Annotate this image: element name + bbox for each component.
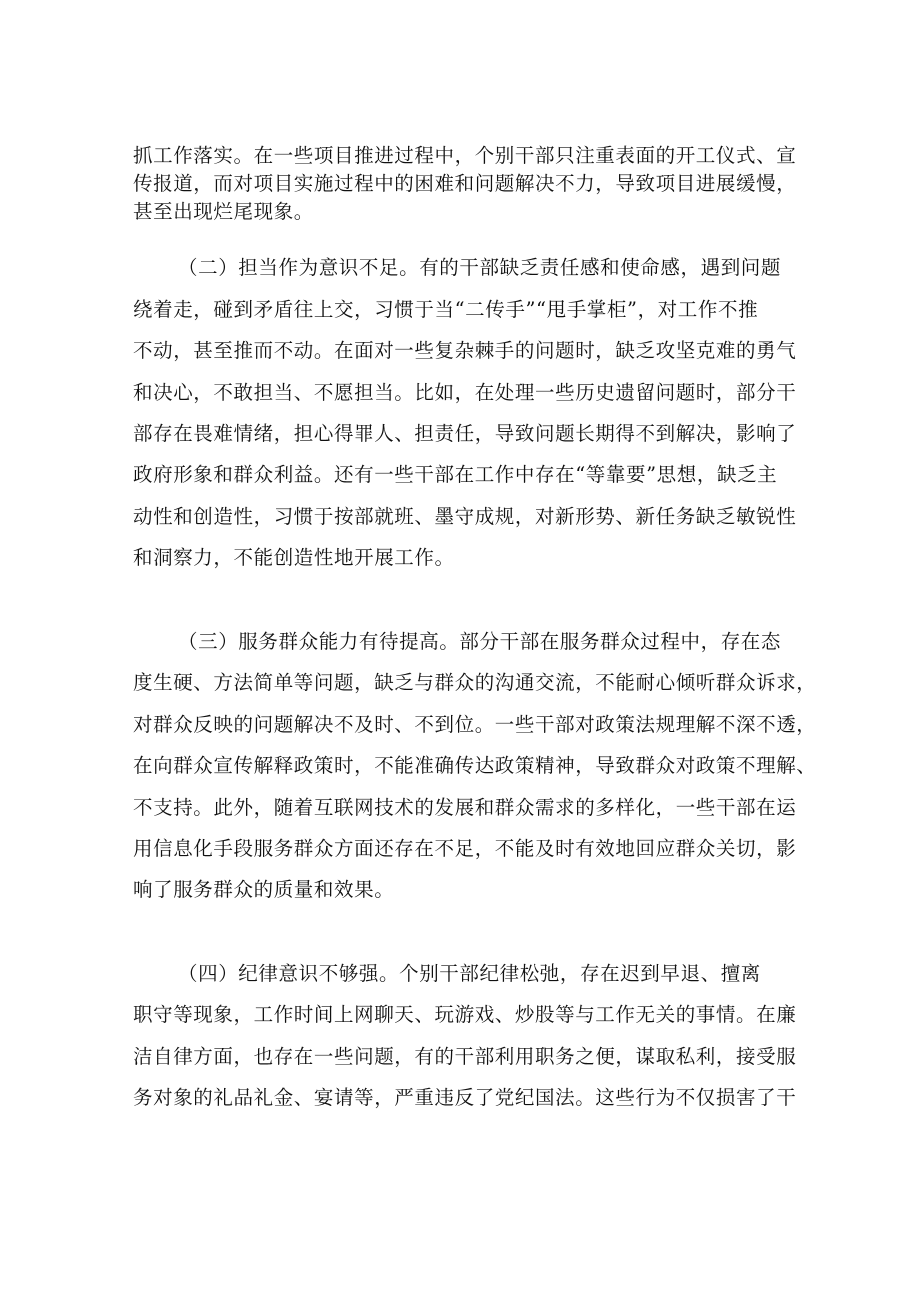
text-line: （三）服务群众能力有待提高。部分干部在服务群众过程中，存在态 — [178, 630, 782, 653]
text-line: （二）担当作为意识不足。有的干部缺乏责任感和使命感，遇到问题 — [178, 256, 782, 279]
text-line: 在向群众宣传解释政策时，不能准确传达政策精神，导致群众对政策不理解、 — [133, 754, 817, 777]
text-line: 不动，甚至推而不动。在面对一些复杂棘手的问题时，缺乏攻坚克难的勇气 — [133, 339, 797, 362]
text-line: 甚至出现烂尾现象。 — [133, 200, 314, 223]
text-line: （四）纪律意识不够强。个别干部纪律松弛，存在迟到早退、擅离 — [178, 962, 761, 985]
text-line: 响了服务群众的质量和效果。 — [133, 878, 395, 901]
text-line: 度生硬、方法简单等问题，缺乏与群众的沟通交流，不能耐心倾听群众诉求， — [133, 671, 817, 694]
text-line: 职守等现象，工作时间上网聊天、玩游戏、炒股等与工作无关的事情。在廉 — [133, 1003, 797, 1026]
text-line: 绕着走，碰到矛盾往上交，习惯于当“二传手”“甩手掌柜”，对工作不推 — [133, 298, 759, 321]
text-line: 和洞察力，不能创造性地开展工作。 — [133, 546, 455, 569]
text-line: 对群众反映的问题解决不及时、不到位。一些干部对政策法规理解不深不透， — [133, 713, 817, 736]
text-line: 抓工作落实。在一些项目推进过程中，个别干部只注重表面的开工仪式、宣 — [133, 144, 797, 167]
text-line: 洁自律方面，也存在一些问题，有的干部利用职务之便，谋取私利，接受服 — [133, 1045, 797, 1068]
text-line: 动性和创造性，习惯于按部就班、墨守成规，对新形势、新任务缺乏敏锐性 — [133, 505, 797, 528]
text-line: 政府形象和群众利益。还有一些干部在工作中存在“等靠要”思想，缺乏主 — [133, 463, 778, 486]
text-line: 传报道，而对项目实施过程中的困难和问题解决不力，导致项目进展缓慢， — [133, 172, 797, 195]
text-line: 部存在畏难情绪，担心得罪人、担责任，导致问题长期得不到解决，影响了 — [133, 422, 797, 445]
text-line: 务对象的礼品礼金、宴请等，严重违反了党纪国法。这些行为不仅损害了干 — [133, 1086, 797, 1109]
text-line: 用信息化手段服务群众方面还存在不足，不能及时有效地回应群众关切，影 — [133, 837, 797, 860]
text-line: 不支持。此外，随着互联网技术的发展和群众需求的多样化，一些干部在运 — [133, 796, 797, 819]
text-line: 和决心，不敢担当、不愿担当。比如，在处理一些历史遗留问题时，部分干 — [133, 381, 797, 404]
